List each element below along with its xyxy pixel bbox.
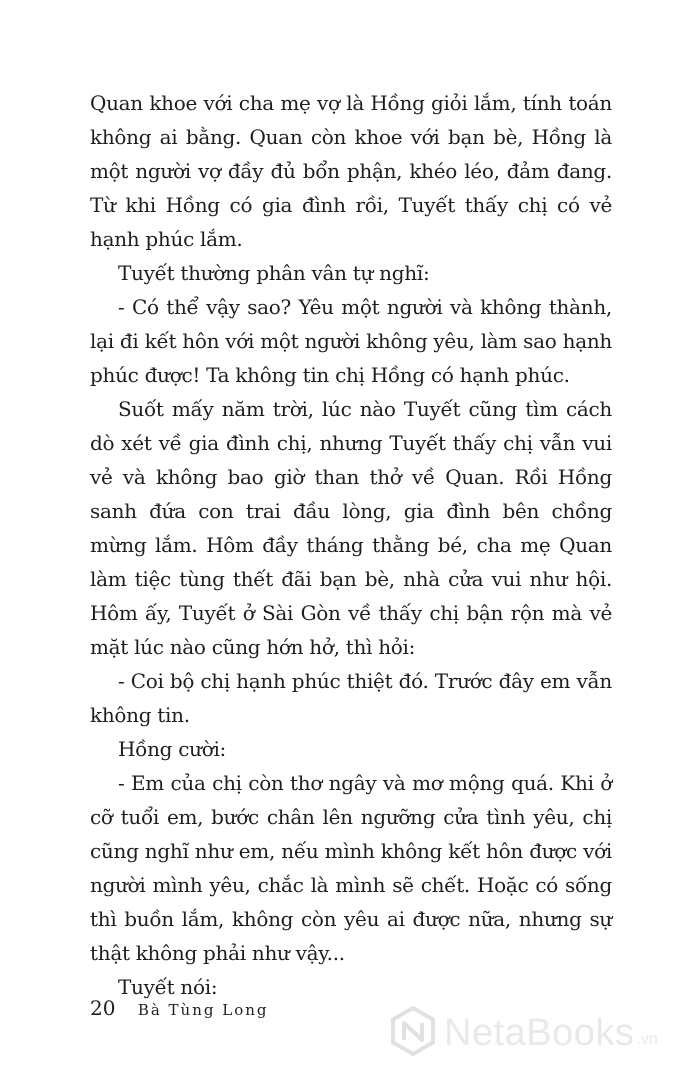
paragraph-6: Hồng cười: [118, 737, 226, 761]
paragraph-8: Tuyết nói: [118, 975, 218, 999]
netabooks-logo-icon [388, 1006, 438, 1060]
page-body [90, 86, 612, 1004]
page-footer [90, 996, 269, 1020]
paragraph-7: - Em của chị còn thơ ngây và mơ mộng quá. Khi ở cỡ tuổi em, bước chân lên ngưỡng cửa tình yêu, chị cũng nghĩ như em, nếu mình không kết hôn được với người mình yêu, chắc là mình sẽ chết. Hoặc có sống thì buồn lắm, không còn yêu ai được nữa, nhưng sự thật không phải như vậy... [90, 771, 612, 965]
paragraph-2: Tuyết thường phân vân tự nghĩ: [118, 261, 430, 285]
watermark-tld: .vn [636, 1031, 658, 1048]
paragraph-4: Suốt mấy năm trời, lúc nào Tuyết cũng tìm cách dò xét về gia đình chị, nhưng Tuyết thấy chị vẫn vui vẻ và không bao giờ than thở về Quan. Rồi Hồng sanh đứa con trai đầu lòng, gia đình bên chồng mừng lắm. Hôm đầy tháng thằng bé, cha mẹ Quan làm tiệc tùng thết đãi bạn bè, nhà cửa vui như hội. Hôm ấy, Tuyết ở Sài Gòn về thấy chị bận rộn mà vẻ mặt lúc nào cũng hớn hở, thì hỏi: [90, 397, 612, 659]
page-number: 20 [90, 996, 116, 1020]
running-author: Bà Tùng Long [137, 1001, 269, 1019]
watermark-brand: NetaBooks [444, 1011, 635, 1054]
paragraph-1: Quan khoe với cha mẹ vợ là Hồng giỏi lắm, tính toán không ai bằng. Quan còn khoe với bạn bè, Hồng là một người vợ đầy đủ bổn phận, khéo léo, đảm đang. Từ khi Hồng có gia đình rồi, Tuyết thấy chị có vẻ hạnh phúc lắm. [90, 91, 612, 251]
watermark [388, 1006, 658, 1060]
paragraph-5: - Coi bộ chị hạnh phúc thiệt đó. Trước đây em vẫn không tin. [90, 669, 612, 727]
paragraph-3: - Có thể vậy sao? Yêu một người và không thành, lại đi kết hôn với một người không yêu, làm sao hạnh phúc được! Ta không tin chị Hồng có hạnh phúc. [90, 295, 612, 387]
